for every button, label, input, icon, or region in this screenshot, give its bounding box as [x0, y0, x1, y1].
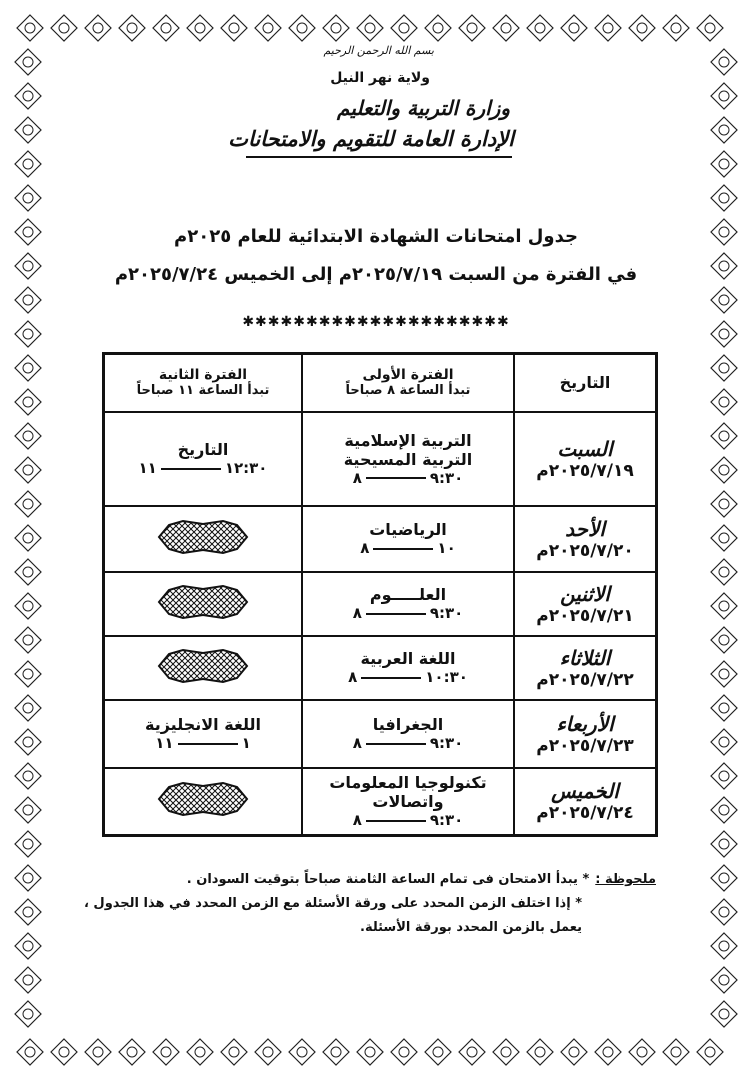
- border-ornament: [15, 83, 41, 109]
- border-ornament: [187, 15, 213, 41]
- border-ornament: [711, 491, 737, 517]
- day-cell: [514, 506, 657, 572]
- time-start: ١١: [138, 459, 157, 477]
- border-ornament: [255, 1039, 281, 1065]
- period-2-empty-cell: [104, 572, 303, 636]
- day-name: الأحد: [565, 516, 605, 541]
- border-ornament: [711, 763, 737, 789]
- border-ornament: [15, 763, 41, 789]
- period-2-empty-cell: [104, 636, 303, 700]
- border-ornament: [15, 389, 41, 415]
- border-ornament: [391, 15, 417, 41]
- border-ornament: [15, 1001, 41, 1027]
- exam-schedule-table: [102, 352, 658, 837]
- border-ornament: [629, 15, 655, 41]
- border-ornament: [15, 661, 41, 687]
- day-cell: [514, 636, 657, 700]
- day-cell: [514, 768, 657, 836]
- note-1-text: * يبدأ الامتحان فى تمام الساعة الثامنة صباحاً بتوقيت السودان .: [186, 872, 590, 887]
- day-date: ٢٠٢٥/٧/٢٣م: [536, 735, 634, 756]
- border-ornament: [711, 151, 737, 177]
- border-ornament: [15, 831, 41, 857]
- department-underline: [246, 156, 512, 158]
- table-row: [104, 506, 657, 572]
- border-ornament: [711, 865, 737, 891]
- border-ornament: [85, 1039, 111, 1065]
- border-ornament: [711, 287, 737, 313]
- period-2-empty-cell: [104, 506, 303, 572]
- border-ornament: [595, 1039, 621, 1065]
- border-ornament: [493, 15, 519, 41]
- exam-subject: العلـــــوم: [369, 585, 447, 604]
- table-header-row: [104, 354, 657, 412]
- border-ornament: [711, 49, 737, 75]
- border-ornament: [711, 797, 737, 823]
- border-ornament: [15, 729, 41, 755]
- border-ornament: [711, 695, 737, 721]
- period-1-cell: [302, 768, 514, 836]
- border-ornament: [221, 15, 247, 41]
- day-date: ٢٠٢٥/٧/١٩م: [536, 460, 634, 481]
- notes-section: [56, 868, 656, 940]
- period-1-cell: [302, 572, 514, 636]
- border-ornament: [711, 525, 737, 551]
- border-ornament: [711, 423, 737, 449]
- border-ornament: [711, 1001, 737, 1027]
- border-ornament: [561, 1039, 587, 1065]
- table-row: [104, 412, 657, 506]
- border-ornament: [711, 593, 737, 619]
- day-date: ٢٠٢٥/٧/٢١م: [536, 605, 634, 626]
- time-start: ٨: [352, 734, 362, 752]
- time-start: ٨: [360, 539, 370, 557]
- exam-time: [303, 734, 513, 752]
- table-row: [104, 768, 657, 836]
- exam-subject: تكنولوجيا المعلومات واتصالات: [329, 773, 487, 812]
- period-1-title: الفترة الأولى: [362, 367, 454, 384]
- time-start: ٨: [352, 604, 362, 622]
- border-ornament: [119, 1039, 145, 1065]
- header-period-2: [104, 354, 303, 412]
- border-ornament: [595, 15, 621, 41]
- border-ornament: [187, 1039, 213, 1065]
- period-1-cell: [302, 506, 514, 572]
- border-ornament: [711, 117, 737, 143]
- border-ornament: [711, 559, 737, 585]
- schedule-period: في الفترة من السبت ٢٠٢٥/٧/١٩م إلى الخميس ٢٠٢٥/٧/٢٤م: [114, 264, 638, 285]
- border-ornament: [15, 49, 41, 75]
- time-end: ١٠:٣٠: [425, 668, 468, 686]
- day-name: السبت: [557, 436, 613, 461]
- state-name: ولاية نهر النيل: [330, 70, 430, 86]
- time-start: ٨: [348, 668, 358, 686]
- exam-time: [303, 668, 513, 686]
- border-ornament: [15, 525, 41, 551]
- header-date: التاريخ: [514, 354, 657, 412]
- day-name: الخميس: [551, 779, 619, 804]
- period-2-start: تبدأ الساعة ١١ صباحاً: [136, 383, 270, 399]
- border-ornament: [15, 627, 41, 653]
- exam-subject: اللغة العربية: [360, 649, 456, 668]
- exam-subject: الجغرافيا: [372, 715, 444, 734]
- border-ornament: [15, 967, 41, 993]
- day-name: الاثنين: [560, 581, 610, 606]
- border-ornament: [459, 1039, 485, 1065]
- period-2-title: الفترة الثانية: [158, 367, 248, 384]
- border-ornament: [561, 15, 587, 41]
- time-end: ١: [241, 734, 251, 752]
- border-ornament: [711, 185, 737, 211]
- period-2-cell: [104, 700, 303, 768]
- border-ornament: [527, 1039, 553, 1065]
- border-ornament: [255, 15, 281, 41]
- crosshatch-placeholder: [155, 582, 251, 622]
- period-2-empty-cell: [104, 768, 303, 836]
- border-ornament: [51, 15, 77, 41]
- border-ornament: [15, 117, 41, 143]
- header-period-1: [302, 354, 514, 412]
- border-ornament: [697, 1039, 723, 1065]
- border-ornament: [17, 1039, 43, 1065]
- border-ornament: [17, 15, 43, 41]
- border-ornament: [711, 83, 737, 109]
- border-ornament: [119, 15, 145, 41]
- time-end: ٩:٣٠: [429, 604, 464, 622]
- border-ornament: [711, 661, 737, 687]
- time-end: ٩:٣٠: [429, 734, 464, 752]
- border-ornament: [15, 491, 41, 517]
- border-ornament: [711, 389, 737, 415]
- border-ornament: [391, 1039, 417, 1065]
- border-ornament: [711, 729, 737, 755]
- exam-time: [303, 811, 513, 829]
- period-1-cell: [302, 700, 514, 768]
- crosshatch-placeholder: [155, 646, 251, 686]
- border-ornament: [289, 1039, 315, 1065]
- period-2-cell: [104, 412, 303, 506]
- border-ornament: [663, 1039, 689, 1065]
- table-row: [104, 572, 657, 636]
- border-ornament: [493, 1039, 519, 1065]
- exam-subject: التربية المسيحية: [343, 449, 473, 469]
- schedule-title: جدول امتحانات الشهادة الابتدائية للعام ٢٠٢٥م: [174, 226, 578, 247]
- border-ornament: [15, 355, 41, 381]
- border-ornament: [711, 457, 737, 483]
- border-ornament: [15, 457, 41, 483]
- border-ornament: [15, 185, 41, 211]
- border-ornament: [629, 1039, 655, 1065]
- star-divider: ✱✱✱✱✱✱✱✱✱✱✱✱✱✱✱✱✱✱✱✱✱: [242, 314, 510, 330]
- note-line-1: [56, 868, 656, 892]
- border-ornament: [711, 355, 737, 381]
- border-ornament: [15, 151, 41, 177]
- time-end: ٩:٣٠: [429, 811, 464, 830]
- border-ornament: [663, 15, 689, 41]
- day-name: الأربعاء: [556, 711, 614, 736]
- time-start: ١١: [155, 734, 174, 752]
- border-ornament: [15, 933, 41, 959]
- border-ornament: [697, 15, 723, 41]
- border-ornament: [711, 627, 737, 653]
- crosshatch-placeholder: [155, 779, 251, 819]
- time-start: ٨: [352, 811, 362, 830]
- border-ornament: [15, 423, 41, 449]
- border-ornament: [289, 15, 315, 41]
- exam-subject: الرياضيات: [369, 520, 447, 539]
- day-cell: [514, 412, 657, 506]
- exam-subject: التاريخ: [177, 440, 229, 459]
- border-ornament: [425, 15, 451, 41]
- crosshatch-placeholder: [155, 517, 251, 557]
- border-ornament: [323, 1039, 349, 1065]
- time-start: ٨: [352, 468, 362, 487]
- exam-time: [105, 459, 301, 477]
- table-row: [104, 700, 657, 768]
- period-1-cell: [302, 636, 514, 700]
- time-end: ١٢:٣٠: [224, 459, 268, 477]
- period-1-start: تبدأ الساعة ٨ صباحاً: [345, 383, 471, 399]
- border-ornament: [15, 559, 41, 585]
- day-cell: [514, 572, 657, 636]
- exam-subject: التربية الإسلامية: [344, 430, 472, 450]
- day-cell: [514, 700, 657, 768]
- border-ornament: [711, 967, 737, 993]
- border-ornament: [221, 1039, 247, 1065]
- border-ornament: [323, 15, 349, 41]
- day-name: الثلاثاء: [559, 645, 611, 670]
- border-ornament: [15, 695, 41, 721]
- border-ornament: [527, 15, 553, 41]
- border-ornament: [15, 287, 41, 313]
- border-ornament: [357, 1039, 383, 1065]
- notes-label: ملحوظة :: [595, 872, 656, 887]
- border-ornament: [711, 899, 737, 925]
- time-end: ١٠: [437, 539, 456, 557]
- basmala: بسم الله الرحمن الرحيم: [323, 44, 434, 57]
- exam-subject: اللغة الانجليزية: [145, 715, 261, 734]
- time-end: ٩:٣٠: [429, 468, 464, 487]
- exam-time: [105, 734, 301, 752]
- border-ornament: [15, 899, 41, 925]
- border-ornament: [153, 1039, 179, 1065]
- border-ornament: [459, 15, 485, 41]
- day-date: ٢٠٢٥/٧/٢٢م: [536, 669, 634, 690]
- border-ornament: [711, 831, 737, 857]
- department-name: الإدارة العامة للتقويم والامتحانات: [228, 126, 514, 151]
- exam-time: [303, 604, 513, 622]
- ministry-name: وزارة التربية والتعليم: [337, 96, 510, 120]
- day-date: ٢٠٢٥/٧/٢٠م: [536, 540, 634, 561]
- exam-time: [303, 539, 513, 557]
- period-1-cell: [302, 412, 514, 506]
- border-ornament: [85, 15, 111, 41]
- border-ornament: [711, 933, 737, 959]
- border-ornament: [357, 15, 383, 41]
- border-ornament: [15, 797, 41, 823]
- table-row: [104, 636, 657, 700]
- note-line-2: * إذا اختلف الزمن المحدد على ورقة الأسئلة مع الزمن المحدد في هذا الجدول ، يعمل بالزمن المحدد بورقة الأسئلة.: [83, 896, 582, 935]
- border-ornament: [153, 15, 179, 41]
- border-ornament: [425, 1039, 451, 1065]
- border-ornament: [51, 1039, 77, 1065]
- day-date: ٢٠٢٥/٧/٢٤م: [536, 803, 634, 824]
- border-ornament: [15, 865, 41, 891]
- border-ornament: [15, 593, 41, 619]
- exam-time: [303, 469, 513, 487]
